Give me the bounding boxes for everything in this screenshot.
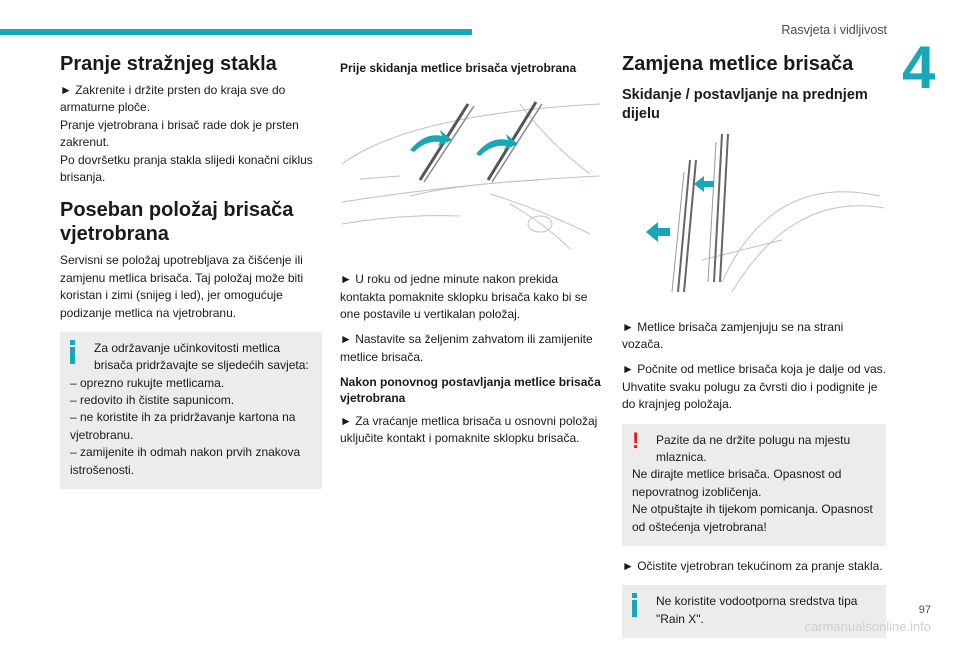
chapter-title: Rasvjeta i vidljivost [781, 23, 887, 37]
windscreen-wipers-illustration [340, 84, 602, 259]
warning-box [622, 424, 886, 546]
warning-icon: ! [632, 427, 640, 453]
before-step-2: ► Nastavite sa željenim zahvatom ili zamijenite metlice brisača. [340, 332, 593, 364]
info-icon [632, 593, 638, 617]
rear-wash-step: ► Zakrenite i držite prsten do kraja sve do armaturne ploče. [60, 83, 286, 115]
special-position-title-line2: vjetrobrana [60, 223, 169, 246]
info-item: – ne koristite ih za pridržavanje kartona na vjetrobranu. [70, 410, 296, 442]
section-title-rear-wash: Pranje stražnjeg stakla [60, 53, 277, 75]
info-rain-x-text: Ne koristite vodootporna sredstva tipa "Rain X". [656, 594, 858, 626]
info-item: – zamijenite ih odmah nakon prvih znakova istrošenosti. [70, 445, 301, 477]
warning-text: Ne dirajte metlice brisača. Opasnost od nepovratnog izobličenja. [632, 467, 842, 499]
replacement-step-3: ► Očistite vjetrobran tekućinom za pranje stakla. [622, 558, 883, 573]
replacement-step-2: ► Počnite od metlice brisača koja je dalje od vas. Uhvatite svaku polugu za čvrsti dio i podignite je do krajnjeg položaja. [622, 362, 887, 412]
wiper-blade-removal-illustration [622, 132, 886, 307]
info-item: – oprezno rukujte metlicama. [70, 375, 225, 390]
subtitle-front-removal: Skidanje / postavljanje na prednjem dijelu [622, 87, 868, 122]
special-position-text: Servisni se položaj upotrebljava za čišćenje ili zamjenu metlica brisača. Taj položaj može biti koristan i zimi (snijeg i led), jer omogućuje podizanje metlica na vjetrobranu. [60, 253, 304, 320]
column-middle [340, 52, 602, 455]
info-box-wiper-care [60, 332, 322, 489]
section-title-special-position [60, 198, 322, 246]
rear-wash-note: Pranje vjetrobrana i brisač rade dok je prsten zakrenut. [60, 117, 299, 150]
warning-lead: Pazite da ne držite polugu na mjestu mlaznica. [656, 432, 851, 465]
heading-before-removal: Prije skidanja metlice brisača vjetrobrana [340, 61, 577, 75]
blade-removal-figure [622, 132, 886, 302]
section-title-wiper-replacement: Zamjena metlice brisača [622, 53, 854, 75]
wiper-raise-figure [340, 84, 602, 254]
page-number: 97 [918, 604, 931, 616]
warning-text: Ne otpuštajte ih tijekom pomicanja. Opasnost od oštećenja vjetrobrana! [632, 502, 873, 534]
heading-after-reinstall: Nakon ponovnog postavljanja metlice brisača vjetrobrana [340, 375, 601, 406]
column-right [622, 52, 886, 650]
rear-wash-final: Po dovršetku pranja stakla slijedi konačni ciklus brisanja. [60, 152, 313, 184]
replacement-step-1: ► Metlice brisača zamjenjuju se na strani vozača. [622, 319, 844, 352]
after-step-1: ► Za vraćanje metlica brisača u osnovni položaj uključite kontakt i pomaknite sklopku brisača. [340, 413, 598, 445]
info-lead: Za održavanje učinkovitosti metlica brisača pridržavajte se sljedećih savjeta: [94, 340, 309, 373]
rear-wash-text [60, 82, 322, 186]
chapter-number: 4 [902, 34, 936, 101]
column-left [60, 52, 322, 501]
watermark: carmanualsonline.info [804, 619, 931, 634]
info-item: – redovito ih čistite sapunicom. [70, 393, 235, 408]
info-icon [70, 340, 76, 364]
special-position-title-line1: Poseban položaj brisača [60, 199, 294, 222]
before-step-1: ► U roku od jedne minute nakon prekida kontakta pomaknite sklopku brisača kako bi se one postavile u vertikalan položaj. [340, 272, 588, 321]
header-accent-bar [0, 29, 472, 35]
